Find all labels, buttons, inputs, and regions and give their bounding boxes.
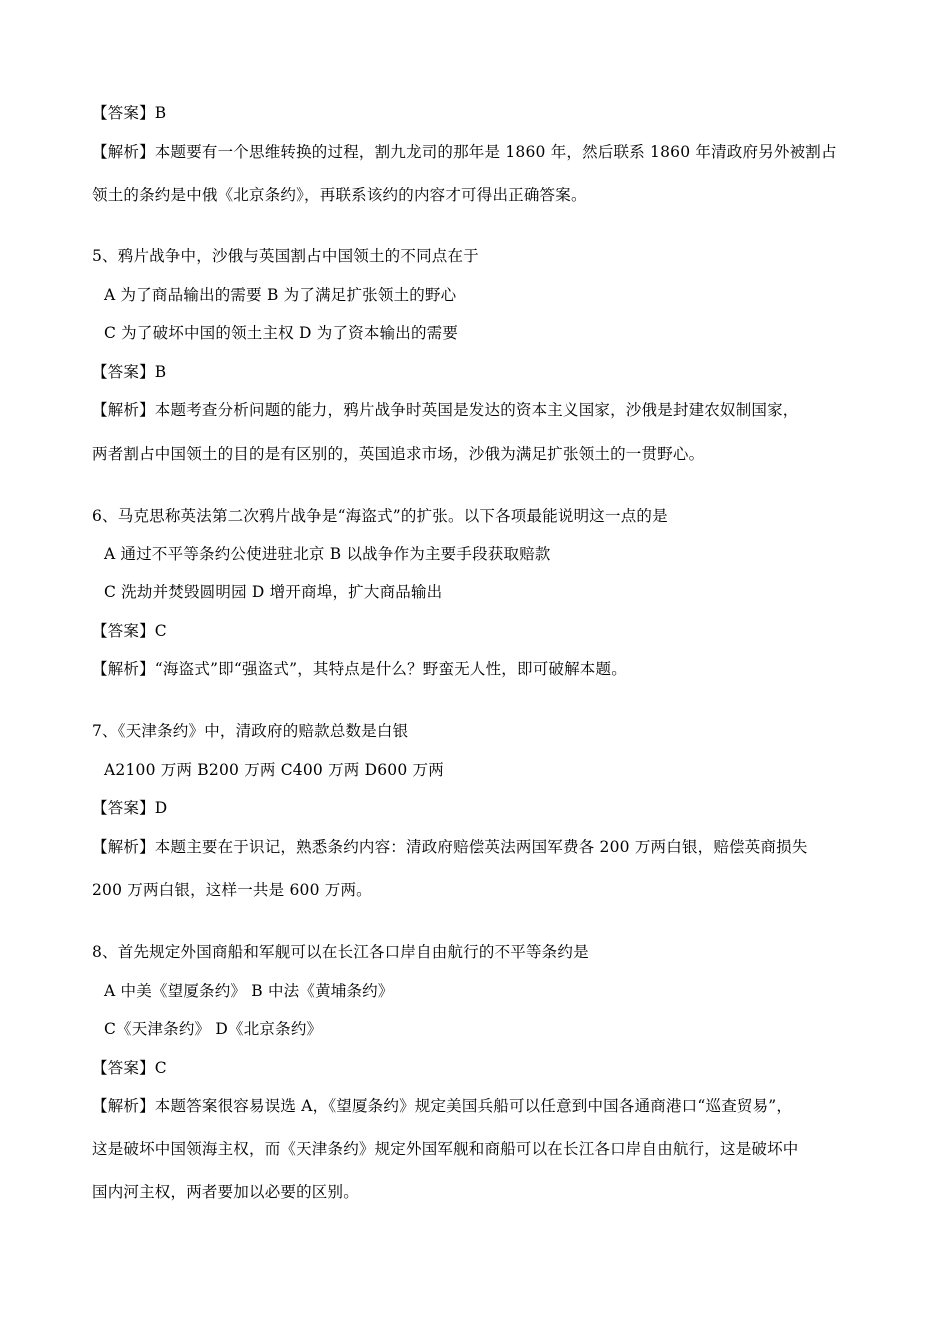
question-6-options-cd: C 洗劫并焚毁圆明园 D 增开商埠，扩大商品输出 — [104, 583, 443, 601]
question-5-analysis-line-2: 两者割占中国领土的目的是有区别的，英国追求市场，沙俄为满足扩张领土的一贯野心。 — [92, 445, 705, 463]
question-5-options-cd: C 为了破坏中国的领土主权 D 为了资本输出的需要 — [104, 324, 459, 342]
question-8-analysis-line-2: 这是破坏中国领海主权，而《天津条约》规定外国军舰和商船可以在长江各口岸自由航行，这是破坏中 — [92, 1140, 799, 1158]
top-answer: 【答案】B — [92, 104, 167, 122]
question-8-analysis-line-1: 【解析】本题答案很容易误选 A，《望厦条约》规定美国兵船可以任意到中国各通商港口“巡查贸易”， — [92, 1097, 793, 1115]
question-5-answer: 【答案】B — [92, 363, 167, 381]
question-7-options: A2100 万两 B200 万两 C400 万两 D600 万两 — [104, 761, 444, 779]
question-6-analysis-line-1: 【解析】“海盗式”即“强盗式”，其特点是什么？野蛮无人性，即可破解本题。 — [92, 660, 627, 678]
question-8-analysis-line-3: 国内河主权，两者要加以必要的区别。 — [92, 1183, 359, 1201]
question-8-options-cd: C《天津条约》 D《北京条约》 — [104, 1020, 323, 1038]
question-5-analysis-line-1: 【解析】本题考查分析问题的能力，鸦片战争时英国是发达的资本主义国家，沙俄是封建农奴制国家， — [92, 401, 799, 419]
question-8-answer: 【答案】C — [92, 1059, 167, 1077]
question-6-answer: 【答案】C — [92, 622, 167, 640]
question-5: 5、鸦片战争中，沙俄与英国割占中国领土的不同点在于 — [92, 247, 479, 265]
question-7-answer: 【答案】D — [92, 799, 168, 817]
question-8-options-ab: A 中美《望厦条约》 B 中法《黄埔条约》 — [104, 982, 394, 1000]
top-analysis-line-1: 【解析】本题要有一个思维转换的过程，割九龙司的那年是 1860 年，然后联系 1860 年清政府另外被割占 — [92, 143, 837, 161]
question-6: 6、马克思称英法第二次鸦片战争是“海盗式”的扩张。以下各项最能说明这一点的是 — [92, 507, 668, 525]
question-7: 7、《天津条约》中，清政府的赔款总数是白银 — [92, 722, 409, 740]
question-8: 8、首先规定外国商船和军舰可以在长江各口岸自由航行的不平等条约是 — [92, 943, 589, 961]
question-5-options-ab: A 为了商品输出的需要 B 为了满足扩张领土的野心 — [104, 286, 457, 304]
question-7-analysis-line-1: 【解析】本题主要在于识记，熟悉条约内容：清政府赔偿英法两国军费各 200 万两白银，赔偿英商损失 — [92, 838, 808, 856]
top-analysis-line-2: 领土的条约是中俄《北京条约》，再联系该约的内容才可得出正确答案。 — [92, 186, 587, 204]
question-7-analysis-line-2: 200 万两白银，这样一共是 600 万两。 — [92, 881, 372, 899]
question-6-options-ab: A 通过不平等条约公使进驻北京 B 以战争作为主要手段获取赔款 — [104, 545, 551, 563]
